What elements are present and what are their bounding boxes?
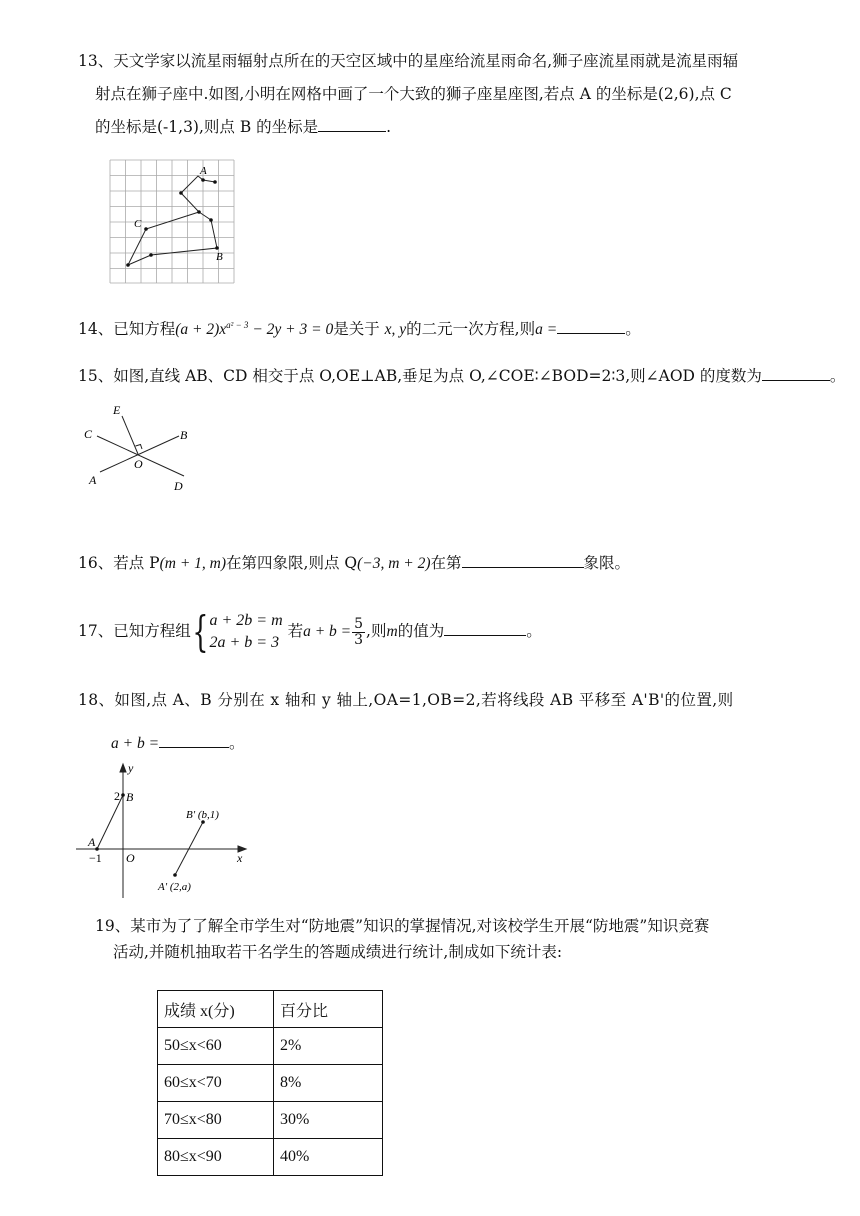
q17-text-a: 17、已知方程组 — [78, 622, 191, 640]
q14-end: 。 — [625, 320, 641, 339]
system-brace: { — [192, 607, 209, 656]
label-o: O — [134, 457, 143, 471]
equation-1: a + 2b = m — [209, 612, 283, 629]
q19-line2: 活动,并随机抽取若干名学生的答题成绩进行统计,制成如下统计表: — [113, 943, 563, 961]
axes — [76, 764, 246, 898]
q17-answer-blank — [444, 621, 526, 636]
equation-system — [209, 610, 282, 654]
label-a-prime: A′ (2,a) — [158, 881, 191, 893]
q13-answer-blank — [318, 117, 386, 132]
q17-text-c: ,则 — [366, 622, 387, 640]
q16-point-q: (−3, m + 2) — [357, 555, 431, 572]
cell-percent: 30% — [274, 1102, 383, 1139]
q18-line2 — [111, 733, 245, 754]
label-a: A — [89, 473, 97, 487]
q14-answer-label: a = — [535, 321, 558, 339]
q16-point-p: (m + 1, m) — [159, 555, 227, 572]
q14-answer-blank — [557, 319, 625, 334]
table-row — [158, 1102, 383, 1139]
table-header-row — [158, 991, 383, 1028]
q18-line1: 18、如图,点 A、B 分别在 x 轴和 y 轴上,OA=1,OB=2,若将线段 AB 平移至 A'B'的位置,则 — [78, 691, 734, 709]
q15-answer-blank — [762, 366, 830, 381]
q16-line — [78, 553, 630, 574]
q15-line — [78, 366, 845, 386]
label-x: x — [237, 851, 243, 865]
q15-end: 。 — [829, 367, 846, 385]
q18-end: 。 — [229, 734, 245, 752]
q14-equation-base: (a + 2)x — [175, 321, 227, 339]
label-a: A — [200, 165, 207, 177]
segments — [97, 795, 203, 875]
points — [95, 793, 205, 877]
q13-period: . — [386, 118, 392, 136]
score-table — [157, 990, 383, 1176]
cell-range: 70≤x<80 — [158, 1102, 274, 1139]
label-b: B — [216, 251, 223, 263]
label-e: E — [113, 403, 121, 417]
fraction-numerator: 5 — [354, 615, 364, 632]
label-neg1: −1 — [89, 851, 102, 865]
cell-range: 50≤x<60 — [158, 1028, 274, 1065]
q16-text-a: 16、若点 P — [78, 554, 160, 572]
q17-text-b: 若 — [287, 622, 304, 640]
q17-var-m: m — [386, 623, 398, 640]
fraction-denominator: 3 — [354, 631, 364, 648]
q13-line1: 13、天文学家以流星雨辐射点所在的天空区域中的星座给流星雨命名,狮子座流星雨就是流星雨辐 — [78, 52, 739, 70]
leo-constellation-figure — [108, 158, 236, 285]
q14-equation-rest: − 2y + 3 = 0 — [248, 321, 334, 339]
label-c: C — [134, 218, 142, 230]
table-row — [158, 1028, 383, 1065]
q13-line3-text: 的坐标是(-1,3),则点 B 的坐标是 — [95, 118, 319, 136]
equation-2: 2a + b = 3 — [209, 634, 280, 651]
q14-prefix: 14、已知方程 — [78, 320, 176, 339]
q14-equation-exponent: a² − 3 — [226, 320, 249, 330]
header-percent: 百分比 — [274, 991, 383, 1028]
q16-text-c: 在第 — [430, 554, 462, 572]
q19-line1: 19、某市为了了解全市学生对“防地震”知识的掌握情况,对该校学生开展“防地震”知识竞赛 — [95, 917, 710, 935]
q17-expression: a + b = — [303, 623, 352, 640]
q18-answer-blank — [159, 733, 229, 748]
q17-line — [78, 606, 542, 656]
coordinate-figure — [72, 760, 252, 898]
label-y: y — [128, 761, 134, 775]
q13-line3 — [95, 117, 391, 137]
q16-text-d: 象限。 — [583, 554, 631, 572]
cell-percent: 2% — [274, 1028, 383, 1065]
q14-vars: x, y — [384, 321, 407, 339]
cell-percent: 8% — [274, 1065, 383, 1102]
q17-end: 。 — [526, 622, 542, 640]
q15-text: 15、如图,直线 AB、CD 相交于点 O,OE⊥AB,垂足为点 O,∠COE∶∠BOD=2∶3,则∠AOD 的度数为 — [78, 367, 762, 385]
q14-suffix: 的二元一次方程,则 — [406, 320, 536, 339]
cell-range: 60≤x<70 — [158, 1065, 274, 1102]
label-d: D — [174, 479, 183, 493]
q17-text-d: 的值为 — [397, 622, 445, 640]
label-b: B — [180, 428, 188, 442]
label-a: A — [88, 835, 96, 849]
fraction — [352, 617, 365, 648]
q13-line2: 射点在狮子座中.如图,小明在网格中画了一个大致的狮子座星座图,若点 A 的坐标是(2,6),点 C — [95, 85, 732, 103]
cell-range: 80≤x<90 — [158, 1139, 274, 1176]
q14-mid: 是关于 — [333, 320, 380, 339]
q18-expression: a + b = — [111, 735, 160, 752]
label-b-prime: B′ (b,1) — [186, 809, 219, 821]
label-b: B — [126, 790, 134, 804]
cell-percent: 40% — [274, 1139, 383, 1176]
label-c: C — [84, 427, 93, 441]
label-2: 2 — [114, 789, 120, 803]
label-o: O — [126, 851, 135, 865]
q16-answer-blank — [462, 553, 584, 568]
intersecting-lines-figure — [78, 398, 198, 496]
q14-line — [78, 315, 641, 340]
table-row — [158, 1139, 383, 1176]
header-score: 成绩 x(分) — [158, 991, 274, 1028]
q16-text-b: 在第四象限,则点 Q — [226, 554, 358, 572]
table-row — [158, 1065, 383, 1102]
